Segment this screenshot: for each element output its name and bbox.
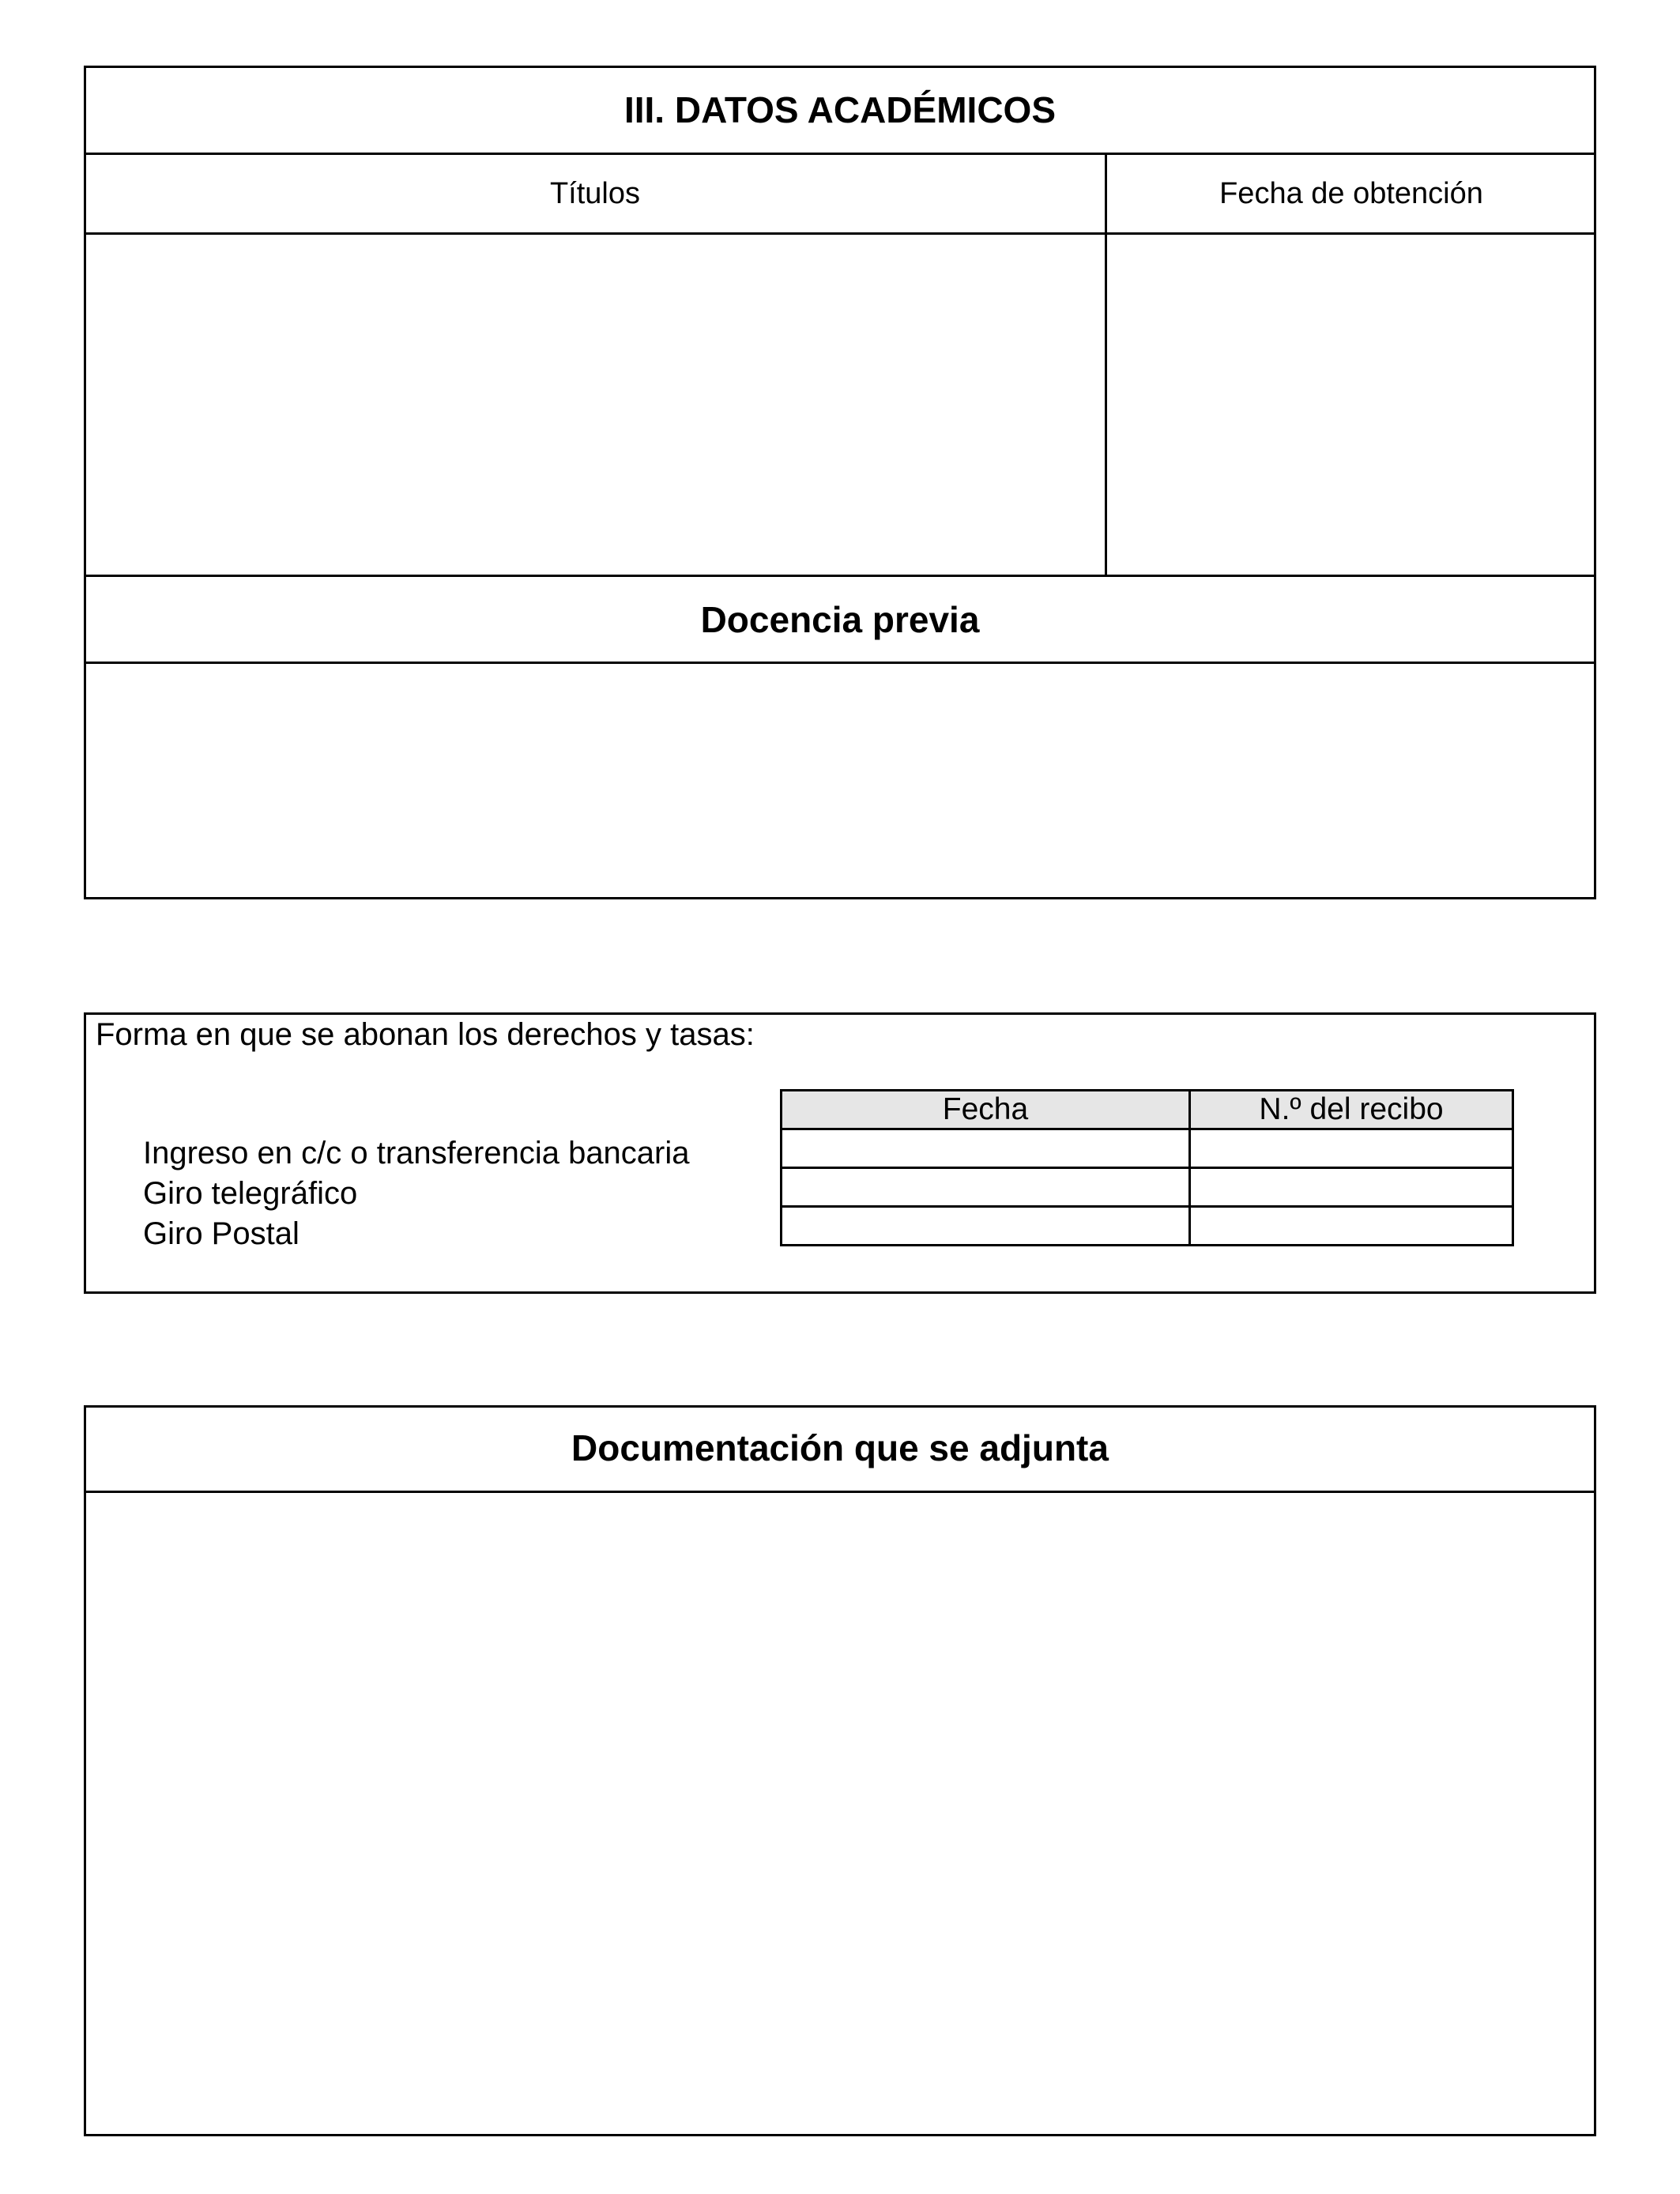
payment-receipt-table bbox=[780, 1089, 1514, 1246]
column-divider bbox=[1105, 153, 1107, 575]
fecha-input-cell[interactable] bbox=[782, 1168, 1190, 1207]
docencia-previa-title: Docencia previa bbox=[700, 599, 980, 640]
recibo-input-cell[interactable] bbox=[1190, 1129, 1513, 1168]
column-header-titulos: Títulos bbox=[549, 177, 641, 210]
divider bbox=[84, 153, 1596, 155]
recibo-input-cell[interactable] bbox=[1190, 1207, 1513, 1246]
table-row bbox=[782, 1207, 1513, 1246]
table-row bbox=[782, 1168, 1513, 1207]
table-row bbox=[782, 1129, 1513, 1168]
titulos-input-area[interactable] bbox=[86, 235, 1104, 575]
payment-option-giro-telegrafico[interactable]: Giro telegráfico bbox=[143, 1176, 358, 1211]
recibo-input-cell[interactable] bbox=[1190, 1168, 1513, 1207]
column-header-fecha-obtencion: Fecha de obtención bbox=[1219, 177, 1483, 210]
fecha-input-cell[interactable] bbox=[782, 1129, 1190, 1168]
documentation-input-area[interactable] bbox=[86, 1493, 1594, 2134]
fecha-obtencion-input-area[interactable] bbox=[1108, 235, 1594, 575]
divider bbox=[84, 575, 1596, 577]
table-header-fecha: Fecha bbox=[782, 1091, 1190, 1129]
table-header-recibo: N.º del recibo bbox=[1190, 1091, 1513, 1129]
payment-prompt: Forma en que se abonan los derechos y tasas: bbox=[96, 1017, 755, 1052]
documentation-title: Documentación que se adjunta bbox=[571, 1427, 1109, 1468]
table-header-row bbox=[782, 1091, 1513, 1129]
payment-option-giro-postal[interactable]: Giro Postal bbox=[143, 1216, 299, 1251]
fecha-input-cell[interactable] bbox=[782, 1207, 1190, 1246]
academic-section-title: III. DATOS ACADÉMICOS bbox=[623, 89, 1057, 130]
payment-option-transferencia[interactable]: Ingreso en c/c o transferencia bancaria bbox=[143, 1136, 690, 1171]
docencia-previa-input-area[interactable] bbox=[86, 664, 1594, 897]
